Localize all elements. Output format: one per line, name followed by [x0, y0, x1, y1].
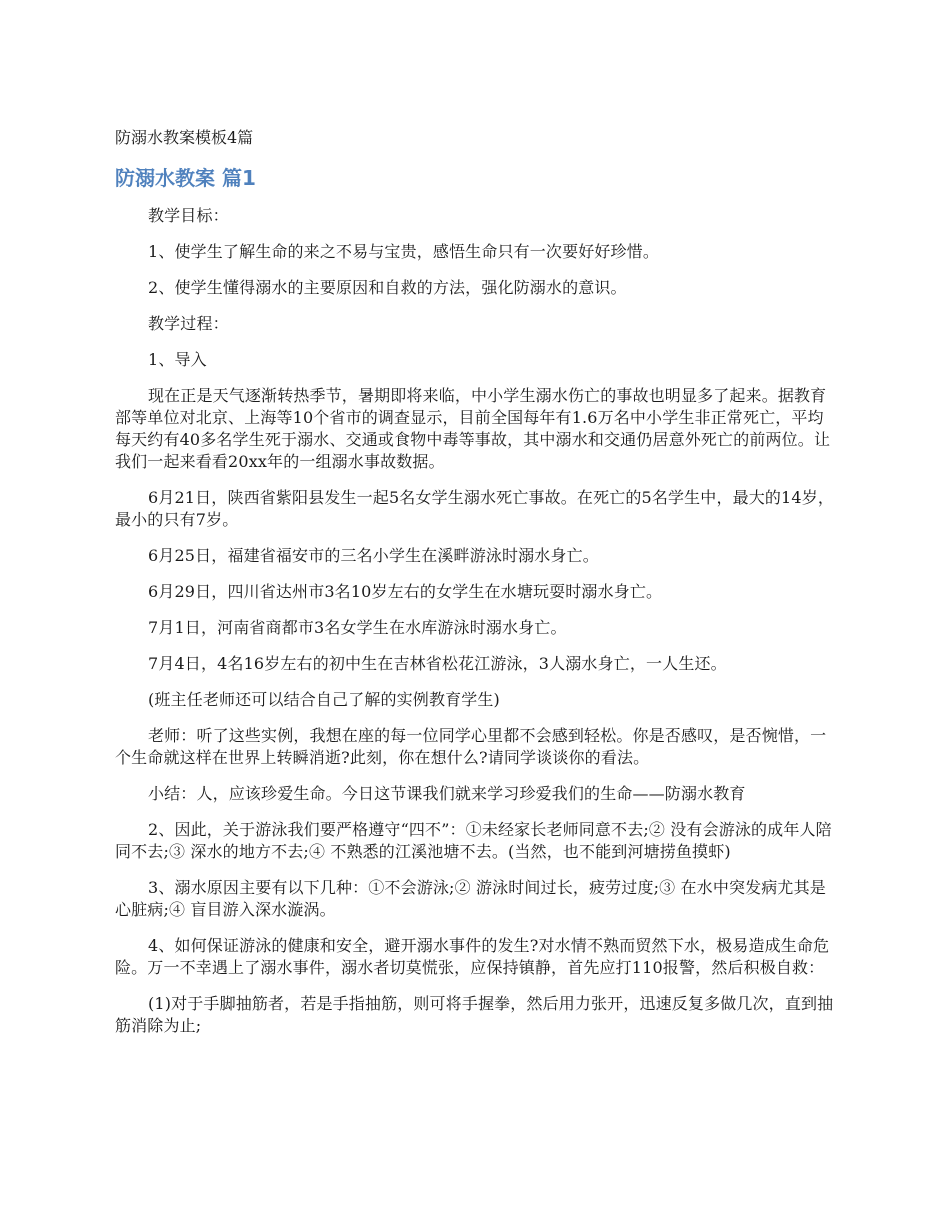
paragraph-drowning-causes: 3、溺水原因主要有以下几种：①不会游泳;② 游泳时间过长，疲劳过度;③ 在水中突发病尤其是心脏病;④ 盲目游入深水漩涡。 [115, 878, 826, 919]
paragraph-teaching-process-label: 教学过程： [148, 314, 229, 333]
paragraph-safety: 4、如何保证游泳的健康和安全，避开溺水事件的发生?对水情不熟而贸然下水，极易造成生命危险。万一不幸遇上了溺水事件，溺水者切莫慌张，应保持镇静，首先应打110报警，然后积极自救： [115, 936, 830, 977]
paragraph-summary: 小结：人，应该珍爱生命。今日这节课我们就来学习珍爱我们的生命——防溺水教育 [148, 784, 746, 803]
paragraph-case-0621: 6月21日，陕西省紫阳县发生一起5名女学生溺水死亡事故。在死亡的5名学生中，最大的14岁，最小的只有7岁。 [115, 488, 835, 529]
paragraph-teacher-note: (班主任老师还可以结合自己了解的实例教育学生) [148, 690, 500, 709]
paragraph-case-0701: 7月1日，河南省商都市3名女学生在水库游泳时溺水身亡。 [148, 618, 567, 637]
paragraph-case-0704: 7月4日，4名16岁左右的初中生在吉林省松花江游泳，3人溺水身亡，一人生还。 [148, 654, 727, 673]
paragraph-case-0629: 6月29日，四川省达州市3名10岁左右的女学生在水塘玩耍时溺水身亡。 [148, 582, 663, 601]
paragraph-goal-2: 2、使学生懂得溺水的主要原因和自救的方法，强化防溺水的意识。 [148, 278, 627, 297]
paragraph-cramp-rescue: (1)对于手脚抽筋者，若是手指抽筋，则可将手握拳，然后用力张开，迅速反复多做几次，直到抽筋消除为止; [115, 994, 834, 1035]
document-title: 防溺水教案模板4篇 [115, 128, 254, 147]
document-body [115, 205, 835, 1051]
paragraph-teaching-goals-label: 教学目标： [148, 206, 229, 225]
paragraph-intro-label: 1、导入 [148, 350, 207, 369]
paragraph-goal-1: 1、使学生了解生命的来之不易与宝贵，感悟生命只有一次要好好珍惜。 [148, 242, 659, 261]
paragraph-case-0625: 6月25日，福建省福安市的三名小学生在溪畔游泳时溺水身亡。 [148, 546, 599, 565]
paragraph-four-rules: 2、因此，关于游泳我们要严格遵守“四不”：①未经家长老师同意不去;② 没有会游泳的成年人陪同不去;③ 深水的地方不去;④ 不熟悉的江溪池塘不去。(当然，也不能到河塘捞鱼摸虾) [115, 820, 832, 861]
paragraph-intro-text: 现在正是天气逐渐转热季节，暑期即将来临，中小学生溺水伤亡的事故也明显多了起来。据教育部等单位对北京、上海等10个省市的调查显示，目前全国每年有1.6万名中小学生非正常死亡，平均每天约有40多名学生死于溺水、交通或食物中毒等事故，其中溺水和交通仍居意外死亡的前两位。让我们一起来看看20xx年的一组溺水事故数据。 [115, 386, 831, 471]
section-heading: 防溺水教案 篇1 [115, 166, 256, 190]
paragraph-teacher-speech: 老师：听了这些实例，我想在座的每一位同学心里都不会感到轻松。你是否感叹，是否惋惜，一个生命就这样在世界上转瞬消逝?此刻，你在想什么?请同学谈谈你的看法。 [115, 726, 827, 767]
